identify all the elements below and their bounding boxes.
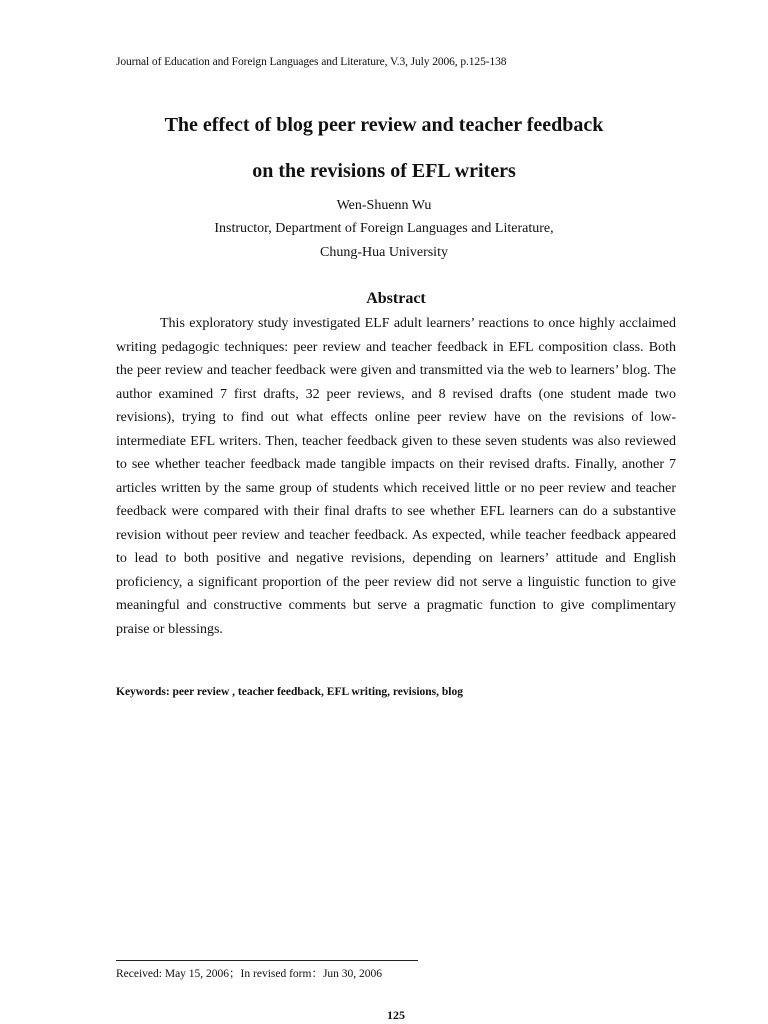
author-affiliation-line-1: Instructor, Department of Foreign Languages and Literature, — [214, 221, 554, 236]
paper-title-line-2: on the revisions of EFL writers — [252, 160, 516, 182]
abstract-heading: Abstract — [366, 290, 426, 307]
author-affiliation-line-2: Chung-Hua University — [320, 245, 448, 260]
paper-title-line-1: The effect of blog peer review and teacher feedback — [164, 114, 604, 136]
keywords: Keywords: peer review , teacher feedback, EFL writing, revisions, blog — [116, 686, 463, 698]
footnote-divider — [116, 960, 418, 961]
author-name: Wen-Shuenn Wu — [336, 198, 432, 213]
journal-citation: Journal of Education and Foreign Languages and Literature, V.3, July 2006, p.125-138 — [116, 56, 507, 68]
page-number: 125 — [387, 1008, 405, 1022]
abstract-body: This exploratory study investigated ELF adult learners’ reactions to once highly acclaimed writing pedagogic techniques: peer review and teacher feedback in EFL composition class. Both the peer review and teacher feedback were given and transmitted via the web to learners’ blog. The author examined 7 first drafts, 32 peer reviews, and 8 revised drafts (one student made two revisions), trying to find out what effects online peer review have on the revisions of low-intermediate EFL writers. Then, teacher feedback given to these seven students was also reviewed to see whether teacher feedback made tangible impacts on their revised drafts. Finally, another 7 articles written by the same group of students which received little or no peer review and teacher feedback were compared with their final drafts to see whether EFL learners can do a substantive revision without peer review and teacher feedback. As expected, while teacher feedback appeared to lead to both positive and negative revisions, depending on learners’ attitude and English proficiency, a significant proportion of the peer review did not serve a linguistic function to give meaningful and constructive comments but serve a pragmatic function to give complimentary praise or blessings. — [116, 316, 676, 637]
received-dates: Received: May 15, 2006；In revised form：Jun 30, 2006 — [116, 968, 383, 980]
